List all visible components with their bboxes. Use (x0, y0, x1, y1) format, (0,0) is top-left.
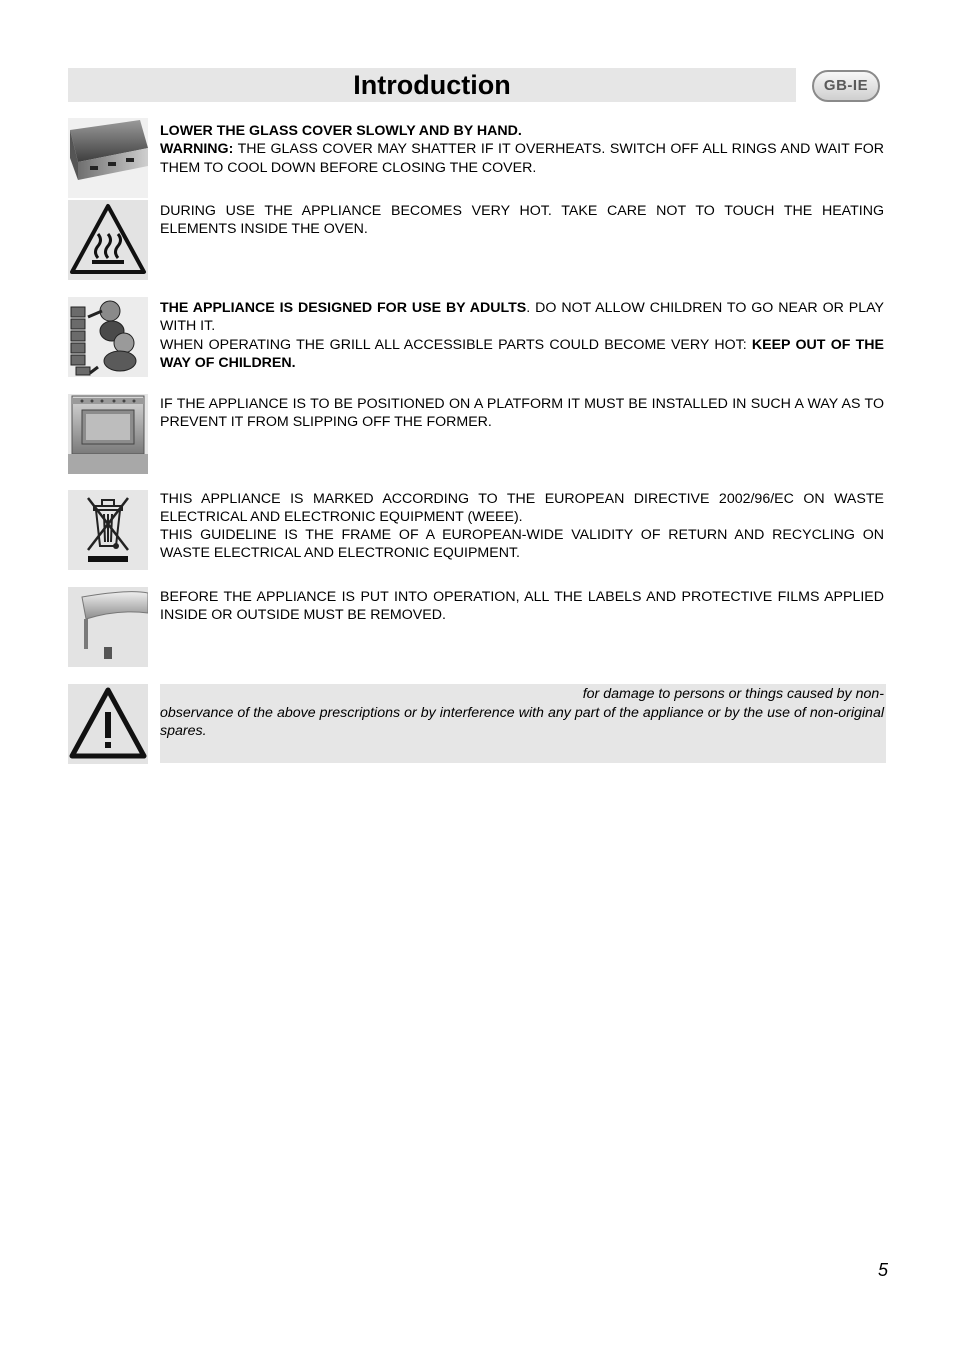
weee-guideline-text: THIS GUIDELINE IS THE FRAME OF A EUROPEAN-WIDE VALIDITY OF RETURN AND RECYCLING ON WASTE ELECTRICAL AND ELECTRONIC EQUIPMENT. (160, 527, 884, 561)
protective-film-icon (68, 587, 148, 667)
notice-body: observance of the above prescriptions or by interference with any part of the appliance or by the use of non-original spares. (160, 704, 884, 740)
weee-crossed-bin-icon (68, 490, 148, 570)
notice-text (160, 685, 884, 741)
grill-text: WHEN OPERATING THE GRILL ALL ACCESSIBLE PARTS COULD BECOME VERY HOT: (160, 336, 752, 353)
language-badge: GB-IE (812, 70, 880, 102)
page-number: 5 (877, 1260, 888, 1280)
section-text (160, 490, 884, 562)
children-warning-icon (68, 297, 148, 377)
warning-text: THE GLASS COVER MAY SHATTER IF IT OVERHEATS. SWITCH OFF ALL RINGS AND WAIT FOR THEM TO COOL DOWN BEFORE CLOSING THE COVER. (160, 141, 884, 176)
section-heading: LOWER THE GLASS COVER SLOWLY AND BY HAND. (160, 123, 522, 139)
warning-label: WARNING: (160, 141, 234, 158)
section-text: DURING USE THE APPLIANCE BECOMES VERY HOT. TAKE CARE NOT TO TOUCH THE HEATING ELEMENTS INSIDE THE OVEN. (160, 203, 884, 238)
glass-cover-hob-icon (68, 118, 148, 198)
section-text (160, 122, 884, 177)
section-notice (68, 684, 886, 764)
oven-platform-icon (68, 394, 148, 474)
section-text: IF THE APPLIANCE IS TO BE POSITIONED ON A PLATFORM IT MUST BE INSTALLED IN SUCH A WAY AS TO PREVENT IT FROM SLIPPING OFF THE FORMER. (160, 396, 884, 431)
adults-text: . DO NOT ALLOW CHILDREN TO GO NEAR OR PLAY WITH IT. (160, 300, 885, 335)
header-bar (68, 68, 796, 102)
warning-triangle-icon (68, 684, 148, 764)
hot-surface-warning-icon (68, 200, 148, 280)
notice-lead: for damage to persons or things caused by non- (582, 686, 884, 702)
adults-lead: THE APPLIANCE IS DESIGNED FOR USE BY ADULTS (160, 300, 527, 316)
weee-directive-text: THIS APPLIANCE IS MARKED ACCORDING TO THE EUROPEAN DIRECTIVE 2002/96/EC ON WASTE ELECTRICAL AND ELECTRONIC EQUIPMENT (WEEE). (160, 491, 884, 525)
page-title: Introduction (353, 70, 511, 100)
section-text (160, 299, 884, 373)
grill-bold: KEEP OUT OF THE WAY OF CHILDREN. (160, 336, 885, 372)
section-text: BEFORE THE APPLIANCE IS PUT INTO OPERATION, ALL THE LABELS AND PROTECTIVE FILMS APPLIED INSIDE OR OUTSIDE MUST BE REMOVED. (160, 589, 884, 624)
